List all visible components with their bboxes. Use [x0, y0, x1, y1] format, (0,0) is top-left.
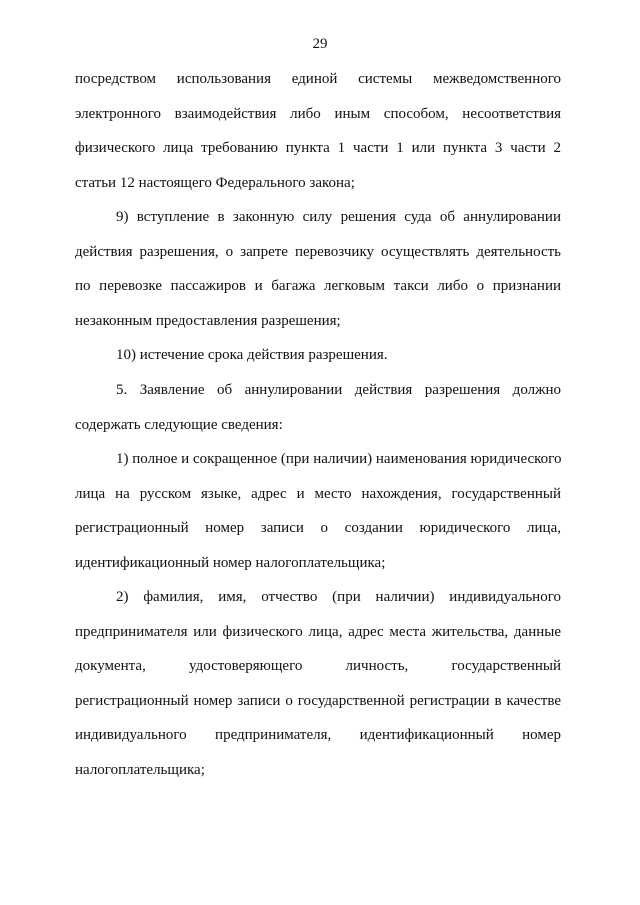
- text-line: идентификационный номер налогоплательщика;: [75, 554, 386, 571]
- text-line: регистрационный номер записи о создании юридического лица,: [75, 520, 561, 536]
- text-line: 10) истечение срока действия разрешения.: [116, 347, 388, 363]
- text-line: 5. Заявление об аннулировании действия разрешения должно: [116, 382, 561, 398]
- text-line: действия разрешения, о запрете перевозчику осуществлять деятельность: [75, 243, 561, 260]
- text-line: регистрационный номер записи о государственной регистрации в качестве: [75, 692, 561, 709]
- text-line: налогоплательщика;: [75, 761, 205, 778]
- paragraph-item-2: [75, 580, 561, 787]
- paragraph-item-10: [75, 338, 561, 373]
- page-number: 29: [312, 36, 328, 52]
- text-line: по перевозке пассажиров и багажа легковым такси либо о признании: [75, 278, 561, 294]
- text-line: посредством использования единой системы межведомственного: [75, 71, 561, 87]
- text-line: 1) полное и сокращенное (при наличии) наименования юридического: [116, 451, 562, 467]
- text-line: электронного взаимодействия либо иным способом, несоответствия: [75, 105, 561, 122]
- text-line: содержать следующие сведения:: [75, 416, 283, 433]
- text-line: предпринимателя или физического лица, адрес места жительства, данные: [75, 623, 561, 640]
- text-line: статьи 12 настоящего Федерального закона;: [75, 174, 355, 191]
- text-line: документа, удостоверяющего личность, государственный: [75, 658, 561, 674]
- text-line: лица на русском языке, адрес и место нахождения, государственный: [75, 485, 561, 502]
- text-line: 9) вступление в законную силу решения суда об аннулировании: [116, 209, 561, 225]
- text-line: незаконным предоставления разрешения;: [75, 312, 341, 329]
- text-line: физического лица требованию пункта 1 части 1 или пункта 3 части 2: [75, 140, 561, 156]
- text-line: индивидуального предпринимателя, идентификационный номер: [75, 727, 561, 743]
- paragraph-item-9: [75, 200, 561, 338]
- paragraph-section-5: [75, 373, 561, 442]
- paragraph-continuation: [75, 62, 561, 200]
- text-line: 2) фамилия, имя, отчество (при наличии) индивидуального: [116, 589, 561, 605]
- paragraph-item-1: [75, 442, 561, 580]
